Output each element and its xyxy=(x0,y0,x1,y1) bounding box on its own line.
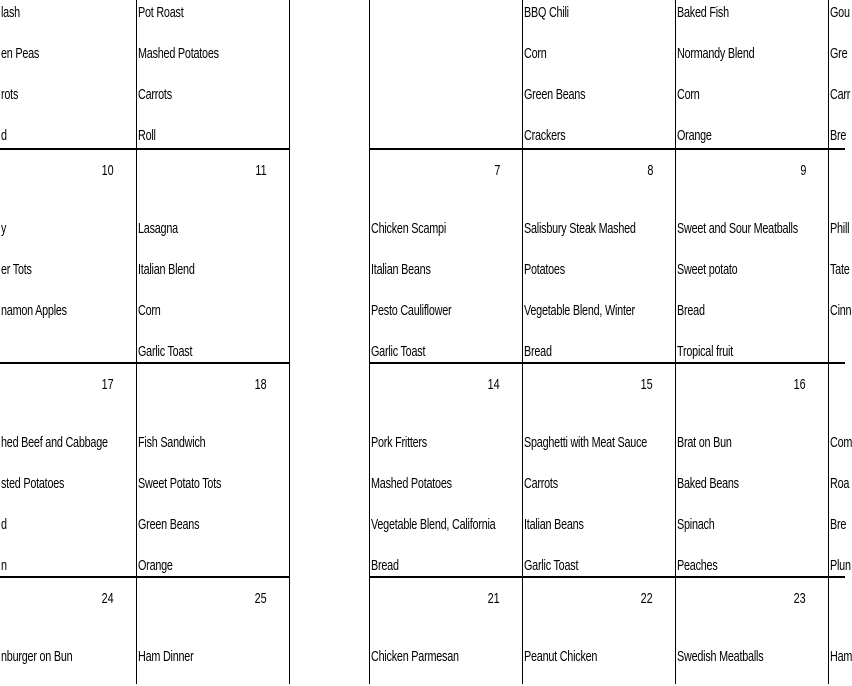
day-cell xyxy=(0,150,136,364)
menu-item: Mashed Potatoes xyxy=(138,45,219,62)
menu-item: Gre xyxy=(830,45,848,62)
menu-item: n xyxy=(1,557,7,574)
day-cell xyxy=(370,578,522,686)
menu-item: Italian Beans xyxy=(524,516,584,533)
week-row xyxy=(369,0,851,149)
day-number: 22 xyxy=(640,590,653,607)
menu-item: Bread xyxy=(371,557,399,574)
day-cell xyxy=(676,578,828,686)
menu-item: Com xyxy=(830,434,852,451)
day-number: 18 xyxy=(254,376,267,393)
day-cell xyxy=(370,0,522,149)
menu-item: nburger on Bun xyxy=(1,648,73,665)
day-cell xyxy=(676,150,828,364)
menu-item: d xyxy=(1,516,7,533)
menu-item: d xyxy=(1,127,7,144)
day-number: 17 xyxy=(101,376,114,393)
menu-item: Carrots xyxy=(138,86,172,103)
day-cell xyxy=(137,578,289,686)
day-cell xyxy=(829,364,852,578)
menu-item: Peanut Chicken xyxy=(524,648,598,665)
menu-item: Bre xyxy=(830,516,847,533)
week-row xyxy=(369,362,852,578)
menu-item: Green Beans xyxy=(524,86,586,103)
menu-item: Orange xyxy=(138,557,173,574)
menu-item: Sweet potato xyxy=(677,261,738,278)
menu-item: Carr xyxy=(830,86,851,103)
day-number: 7 xyxy=(493,162,500,179)
menu-item: Phill xyxy=(830,220,850,237)
menu-item: er Tots xyxy=(1,261,32,278)
day-cell xyxy=(137,0,289,149)
menu-item: Green Beans xyxy=(138,516,200,533)
day-cell xyxy=(137,364,289,578)
menu-item: Normandy Blend xyxy=(677,45,755,62)
menu-item: Pork Fritters xyxy=(371,434,428,451)
day-cell xyxy=(829,0,851,149)
menu-item: Vegetable Blend, Winter xyxy=(524,302,635,319)
right-calendar-sheet xyxy=(369,0,852,684)
day-cell xyxy=(370,364,522,578)
menu-item: Italian Beans xyxy=(371,261,431,278)
menu-item: Salisbury Steak Mashed xyxy=(524,220,636,237)
day-number: 16 xyxy=(793,376,806,393)
menu-item: Carrots xyxy=(524,475,558,492)
day-cell xyxy=(829,578,852,686)
menu-item: Baked Fish xyxy=(677,4,729,21)
menu-item: Mashed Potatoes xyxy=(371,475,452,492)
day-cell xyxy=(523,578,675,686)
menu-item: Pesto Cauliflower xyxy=(371,302,452,319)
day-cell xyxy=(523,364,675,578)
day-cell xyxy=(370,150,522,364)
day-cell xyxy=(523,150,675,364)
day-number: 21 xyxy=(487,590,500,607)
menu-item: Pot Roast xyxy=(138,4,184,21)
menu-item: Gou xyxy=(830,4,850,21)
day-number: 23 xyxy=(793,590,806,607)
menu-item: Potatoes xyxy=(524,261,565,278)
menu-item: Roa xyxy=(830,475,850,492)
menu-item: Cinn xyxy=(830,302,852,319)
menu-item: en Peas xyxy=(1,45,40,62)
menu-item: Corn xyxy=(138,302,161,319)
day-number: 8 xyxy=(646,162,653,179)
week-row xyxy=(0,0,290,149)
day-number: 24 xyxy=(101,590,114,607)
menu-item: Spaghetti with Meat Sauce xyxy=(524,434,648,451)
menu-item: sted Potatoes xyxy=(1,475,65,492)
menu-item: Tropical fruit xyxy=(677,343,733,360)
menu-item: Orange xyxy=(677,127,712,144)
menu-item: Bread xyxy=(524,343,552,360)
day-cell xyxy=(0,364,136,578)
menu-item: Tate xyxy=(830,261,850,278)
day-cell xyxy=(676,0,828,149)
menu-item: Ham Dinner xyxy=(138,648,194,665)
menu-item: Roll xyxy=(138,127,156,144)
day-cell xyxy=(829,150,852,364)
day-number: 25 xyxy=(254,590,267,607)
left-calendar-sheet xyxy=(0,0,290,684)
menu-item: Garlic Toast xyxy=(138,343,193,360)
menu-item: Ham xyxy=(830,648,852,665)
menu-item: Spinach xyxy=(677,516,715,533)
menu-item: Swedish Meatballs xyxy=(677,648,764,665)
menu-item: hed Beef and Cabbage xyxy=(1,434,108,451)
day-number: 14 xyxy=(487,376,500,393)
day-cell xyxy=(0,578,136,686)
menu-item: Plun xyxy=(830,557,851,574)
week-row xyxy=(0,362,290,578)
menu-item: lash xyxy=(1,4,20,21)
day-number: 15 xyxy=(640,376,653,393)
menu-item: Garlic Toast xyxy=(524,557,579,574)
menu-item: Vegetable Blend, California xyxy=(371,516,496,533)
menu-item: Sweet Potato Tots xyxy=(138,475,222,492)
menu-item: Corn xyxy=(677,86,700,103)
menu-item: Baked Beans xyxy=(677,475,739,492)
day-cell xyxy=(523,0,675,149)
day-number: 9 xyxy=(799,162,806,179)
menu-item: Lasagna xyxy=(138,220,178,237)
menu-item: Bre xyxy=(830,127,847,144)
day-number: 11 xyxy=(255,162,267,179)
menu-item: BBQ Chili xyxy=(524,4,569,21)
menu-item: Sweet and Sour Meatballs xyxy=(677,220,798,237)
menu-item: rots xyxy=(1,86,19,103)
menu-item: Peaches xyxy=(677,557,718,574)
menu-item: Chicken Scampi xyxy=(371,220,447,237)
week-row xyxy=(369,576,852,686)
day-cell xyxy=(0,0,136,149)
day-cell xyxy=(676,364,828,578)
week-row xyxy=(0,148,290,364)
menu-item: Corn xyxy=(524,45,547,62)
menu-item: Chicken Parmesan xyxy=(371,648,459,665)
menu-item: Fish Sandwich xyxy=(138,434,206,451)
day-cell xyxy=(137,150,289,364)
menu-item: Bread xyxy=(677,302,705,319)
week-row xyxy=(369,148,852,364)
menu-item: Crackers xyxy=(524,127,566,144)
menu-item: namon Apples xyxy=(1,302,67,319)
menu-item: Garlic Toast xyxy=(371,343,426,360)
menu-item: Italian Blend xyxy=(138,261,195,278)
menu-item: y xyxy=(1,220,7,237)
menu-item: Brat on Bun xyxy=(677,434,732,451)
day-number: 10 xyxy=(101,162,114,179)
week-row xyxy=(0,576,290,686)
